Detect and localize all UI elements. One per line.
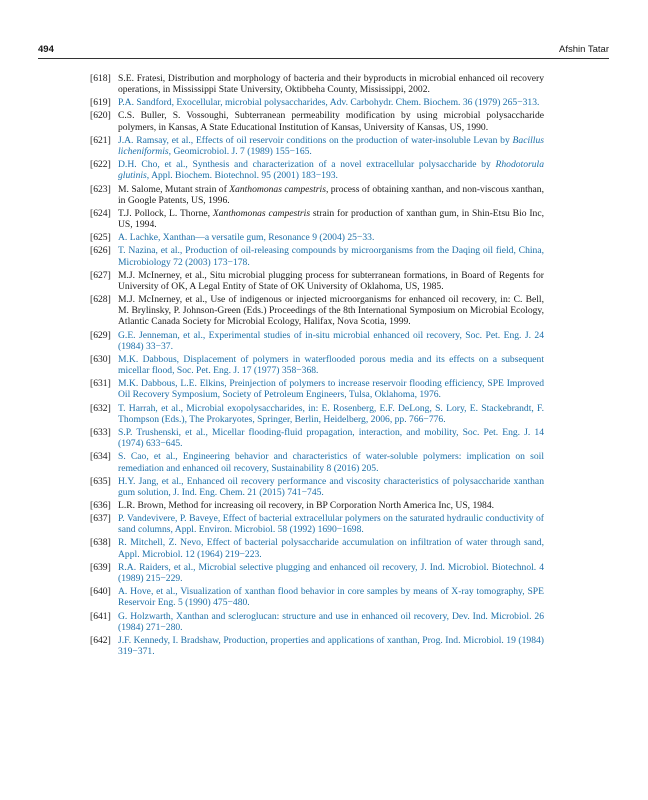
reference-item: [90, 135, 544, 157]
reference-text-part: , Geomicrobiol. J. 7 (1989) 155−165.: [168, 146, 312, 158]
reference-item: [90, 537, 544, 559]
reference-text-part: J.A. Ramsay, et al., Effects of oil reservoir conditions on the production of water-insoluble Levan by: [118, 134, 513, 146]
reference-link[interactable]: [118, 135, 544, 157]
page-header: [38, 44, 609, 58]
reference-number: [629]: [90, 329, 111, 341]
reference-link[interactable]: R.A. Raiders, et al., Microbial selective plugging and enhanced oil recovery, J. Ind. Microbiol. Biotechnol. 4 (1989) 215−229.: [118, 561, 544, 585]
reference-text-part: , process of obtaining xanthan, and non-viscous xanthan, in Google Patents, US, 1996.: [118, 183, 544, 206]
reference-item: [90, 378, 544, 400]
reference-item: [90, 451, 544, 473]
reference-number: [631]: [90, 378, 111, 390]
reference-number: [626]: [90, 245, 111, 257]
reference-item: [90, 245, 544, 267]
reference-link[interactable]: P.A. Sandford, Exocellular, microbial polysaccharides, Adv. Carbohydr. Chem. Biochem. 36 (1979) 265−313.: [118, 97, 540, 109]
reference-link[interactable]: T. Harrah, et al., Microbial exopolysaccharides, in: E. Rosenberg, E.F. DeLong, S. Lory, E. Stackebrandt, F. Thompson (Eds.), The Prokaryotes, Springer, Berlin, Heidelberg, 2006, pp. 766−776.: [118, 402, 544, 425]
reference-item: [90, 354, 544, 376]
reference-link[interactable]: P. Vandevivere, P. Baveye, Effect of bacterial extracellular polymers on the saturated hydraulic conductivity of sand columns, Appl. Environ. Microbiol. 58 (1992) 1690−1698.: [118, 513, 544, 536]
species-name: Rhodotorula glutinis: [118, 159, 544, 182]
reference-number: [640]: [90, 586, 111, 598]
reference-item: [90, 500, 544, 511]
reference-item: [90, 270, 544, 292]
reference-link[interactable]: R. Mitchell, Z. Nevo, Effect of bacterial polysaccharide accumulation on infiltration of water through sand, Appl. Microbiol. 12 (1964) 219−223.: [118, 537, 544, 560]
reference-number: [627]: [90, 269, 111, 281]
species-name: Xanthomonas campestris: [212, 207, 311, 219]
reference-number: [635]: [90, 475, 111, 487]
reference-item: [90, 513, 544, 535]
page-number: 494: [38, 44, 54, 55]
reference-number: [634]: [90, 451, 111, 463]
reference-link[interactable]: M.K. Dabbous, Displacement of polymers in waterflooded porous media and its effects on a subsequent micellar flood, Soc. Pet. Eng. J. 17 (1977) 358−368.: [118, 353, 544, 377]
reference-text: C.S. Buller, S. Vossoughi, Subterranean permeability modification by using microbial polysaccharide polymers, in Kansas, A State Educational Institution of Kansas, University of Kansas, US, 1990.: [118, 110, 544, 133]
reference-number: [623]: [90, 183, 111, 195]
reference-number: [636]: [90, 499, 111, 511]
reference-number: [619]: [90, 97, 111, 109]
reference-item: [90, 427, 544, 449]
header-rule: [38, 58, 609, 59]
reference-text: S.E. Fratesi, Distribution and morphology of bacteria and their byproducts in microbial enhanced oil recovery operations, in Mississippi State University, Oktibbeha County, Mississippi, 2002.: [118, 73, 544, 96]
reference-item: [90, 110, 544, 132]
reference-number: [621]: [90, 134, 111, 146]
reference-number: [639]: [90, 561, 111, 573]
reference-number: [632]: [90, 402, 111, 414]
reference-link[interactable]: A. Hove, et al., Visualization of xanthan flood behavior in core samples by means of X-ray tomography, SPE Reservoir Eng. 5 (1990) 475−480.: [118, 586, 544, 609]
reference-item: [90, 97, 544, 108]
reference-item: [90, 330, 544, 352]
reference-link[interactable]: G.E. Jenneman, et al., Experimental studies of in-situ microbial enhanced oil recovery, Soc. Pet. Eng. J. 24 (1984) 33−37.: [118, 329, 544, 352]
running-head-author: Afshin Tatar: [559, 44, 609, 55]
reference-text: [118, 184, 544, 206]
reference-link[interactable]: A. Lachke, Xanthan—a versatile gum, Resonance 9 (2004) 25−33.: [118, 232, 375, 244]
reference-text: L.R. Brown, Method for increasing oil recovery, in BP Corporation North America Inc, US, 1984.: [118, 499, 495, 511]
reference-text-part: M. Salome, Mutant strain of: [118, 183, 230, 195]
reference-text-part: T.J. Pollock, L. Thorne,: [118, 207, 213, 219]
reference-number: [624]: [90, 207, 111, 219]
reference-number: [638]: [90, 537, 111, 549]
reference-number: [625]: [90, 232, 111, 244]
reference-text: M.J. McInerney, et al., Situ microbial plugging process for subterranean formations, in Board of Regents for University of OK, A Legal Entity of State of OK University of Oklahoma, US, 1985.: [118, 269, 544, 292]
reference-text: [118, 208, 544, 230]
reference-item: [90, 611, 544, 633]
reference-item: [90, 208, 544, 230]
reference-number: [620]: [90, 110, 111, 122]
reference-number: [633]: [90, 426, 111, 438]
reference-number: [637]: [90, 513, 111, 525]
species-name: Xanthomonas campestris: [229, 183, 326, 195]
reference-link[interactable]: [118, 159, 544, 181]
reference-item: [90, 184, 544, 206]
reference-text-part: , Appl. Biochem. Biotechnol. 95 (2001) 183−193.: [146, 170, 338, 182]
reference-item: [90, 562, 544, 584]
reference-number: [622]: [90, 159, 111, 171]
reference-item: [90, 586, 544, 608]
reference-number: [641]: [90, 610, 111, 622]
reference-item: [90, 635, 544, 657]
reference-link[interactable]: G. Holzwarth, Xanthan and scleroglucan: structure and use in enhanced oil recovery, Dev. Ind. Microbiol. 26 (1984) 271−280.: [118, 610, 544, 633]
reference-number: [618]: [90, 73, 111, 84]
reference-link[interactable]: S. Cao, et al., Engineering behavior and characteristics of water-soluble polymers: implication on soil remediation and enhanced oil recovery, Sustainability 8 (2016) 205.: [118, 451, 544, 474]
reference-item: [90, 73, 544, 95]
reference-item: [90, 159, 544, 181]
reference-item: [90, 476, 544, 498]
reference-number: [630]: [90, 353, 111, 365]
reference-item: [90, 403, 544, 425]
reference-link[interactable]: S.P. Trushenski, et al., Micellar flooding-fluid propagation, interaction, and mobility, Soc. Pet. Eng. J. 14 (1974) 633−645.: [118, 426, 544, 450]
species-name: Bacillus licheniformis: [118, 134, 544, 158]
reference-item: [90, 294, 544, 328]
reference-list: [90, 73, 544, 659]
reference-link[interactable]: T. Nazina, et al., Production of oil-releasing compounds by microorganisms from the Daqing oil field, China, Microbiology 72 (2003) 173−178.: [118, 245, 544, 268]
reference-text-part: D.H. Cho, et al., Synthesis and characterization of a novel extracellular polysaccharide by: [118, 159, 496, 171]
reference-item: [90, 232, 544, 243]
reference-text-part: strain for production of xanthan gum, in Shin-Etsu Bio Inc, US, 1994.: [118, 207, 545, 231]
reference-link[interactable]: J.F. Kennedy, I. Bradshaw, Production, properties and applications of xanthan, Prog. Ind. Microbiol. 19 (1984) 319−371.: [118, 634, 544, 658]
reference-link[interactable]: H.Y. Jang, et al., Enhanced oil recovery performance and viscosity characteristics of polysaccharide xanthan gum solution, J. Ind. Eng. Chem. 21 (2015) 741−745.: [118, 475, 544, 498]
reference-link[interactable]: M.K. Dabbous, L.E. Elkins, Preinjection of polymers to increase reservoir flooding efficiency, SPE Improved Oil Recovery Symposium, Society of Petroleum Engineers, Tulsa, Oklahoma, 1976.: [118, 378, 544, 401]
reference-number: [628]: [90, 294, 111, 306]
reference-text: M.J. McInerney, et al., Use of indigenous or injected microorganisms for enhanced oil recovery, in: C. Bell, M. Brylinsky, P. Johnson-Green (Eds.) Proceedings of the 8th International Symposium on Microbial Ecology, Atlantic Canada Society for Microbial Ecology, Halifax, Nova Scotia, 1999.: [118, 294, 544, 328]
reference-number: [642]: [90, 634, 111, 646]
